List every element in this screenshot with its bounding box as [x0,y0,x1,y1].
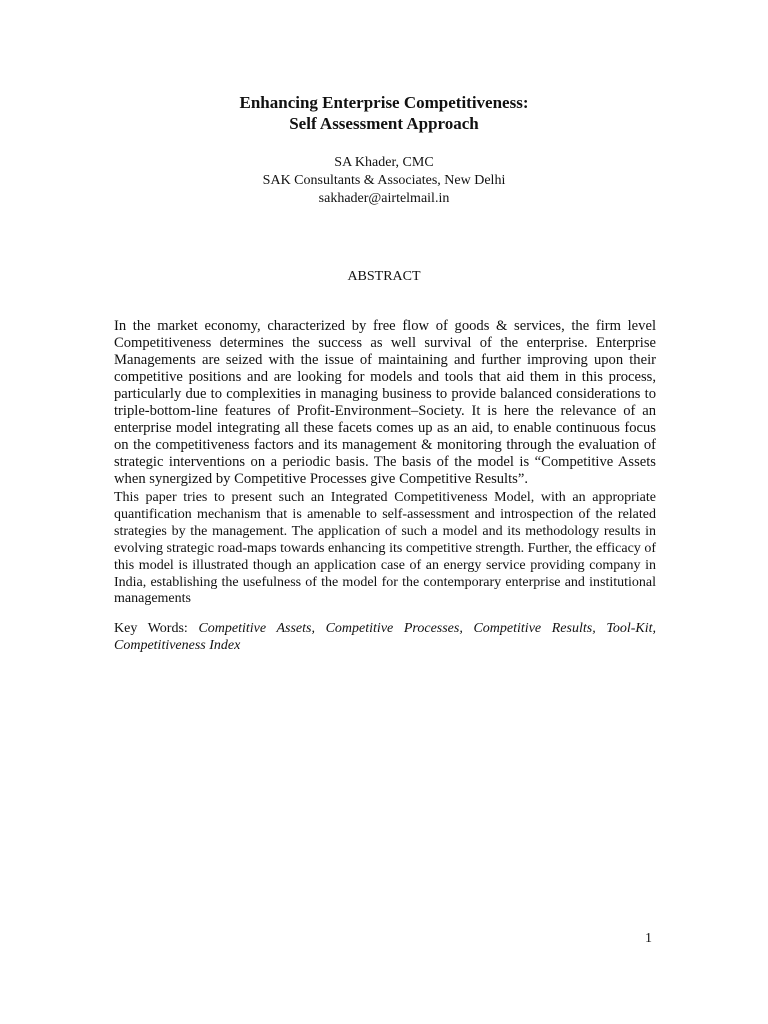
keywords-label: Key Words: [114,621,188,636]
abstract-paragraph-2: This paper tries to present such an Integrated Competitiveness Model, with an appropriate quantification mechanism that is amenable to self-assessment and introspection of the related strategies by the management. The application of such a model and its methodology results in evolving strategic road-maps towards enhancing its competitive strength. Further, the efficacy of this model is illustrated though an application case of an energy service providing company in India, establishing the usefulness of the model for the contemporary enterprise and institutional managements [114,490,656,607]
author-affiliation: SAK Consultants & Associates, New Delhi [262,173,506,188]
author-email: sakhader@airtelmail.in [318,191,450,206]
page-number: 1 [645,931,652,946]
keywords-list: Competitive Assets, Competitive Processes, Competitive Results, Tool-Kit, Competitiveness Index [114,621,656,653]
author-name: SA Khader, CMC [334,155,434,170]
paper-title-line-1: Enhancing Enterprise Competitiveness: [239,93,529,112]
abstract-paragraph-1: In the market economy, characterized by free flow of goods & services, the firm level Competitiveness determines the success as well survival of the enterprise. Enterprise Managements are seized with the issue of maintaining and further improving upon their competitive positions and are looking for models and tools that aid them in this process, particularly due to complexities in managing business to provide balanced considerations to triple-bottom-line features of Profit-Environment–Society. It is here the relevance of an enterprise model integrating all these facets comes up as an aid, to enable continuous focus on the competitiveness factors and its management & monitoring through the evaluation of strategic interventions on a periodic basis. The basis of the model is “Competitive Assets when synergized by Competitive Processes give Competitive Results”. [114,318,656,487]
keywords-paragraph [114,621,656,655]
paper-title-line-2: Self Assessment Approach [289,114,479,133]
abstract-heading: ABSTRACT [347,269,421,284]
